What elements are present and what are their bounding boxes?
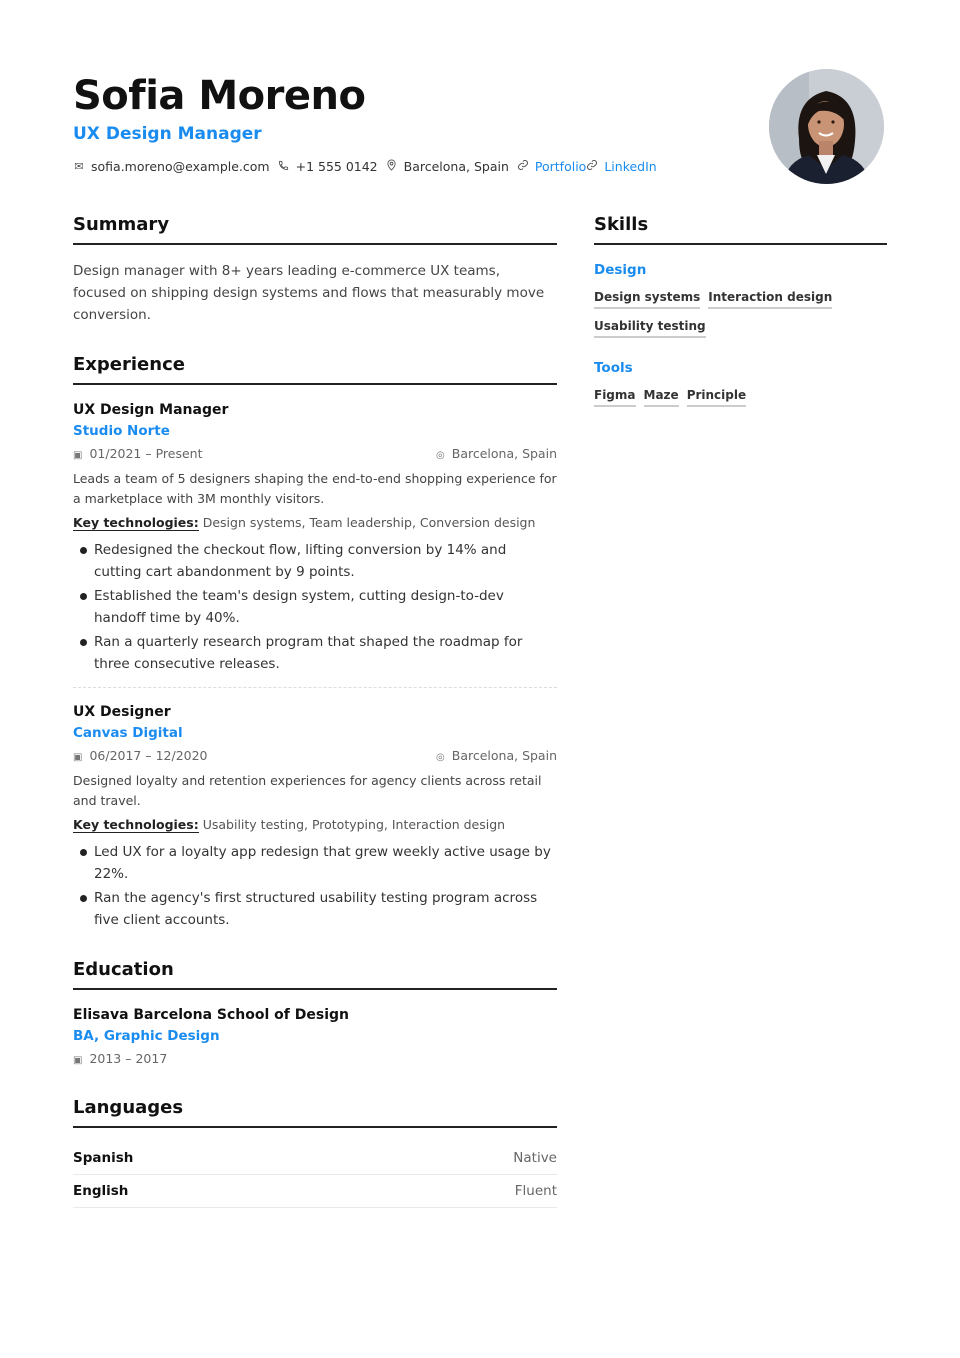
key-technologies-text: Usability testing, Prototyping, Interaction design [202,817,506,832]
job-location-text: Barcelona, Spain [451,446,557,461]
contact-phone[interactable] [278,159,378,174]
portfolio-link[interactable]: Portfolio [534,159,587,174]
languages-list [73,1142,557,1208]
language-row [73,1175,557,1208]
key-technologies [73,513,557,533]
job-description: Leads a team of 5 designers shaping the end-to-end shopping experience for a marketplace with 3M monthly visitors. [73,471,557,506]
link-icon [586,159,598,174]
profile-photo [769,69,884,184]
summary-heading: Summary [73,212,557,245]
job-entry [73,400,557,688]
bullet-icon [80,547,87,554]
job-dates-text: 01/2021 – Present [89,446,203,461]
skill-chip: Principle [687,386,746,407]
job-meta [73,444,557,466]
skill-category: Tools [594,360,633,376]
list-item [73,841,557,885]
bullet-text: Ran a quarterly research program that shaped the roadmap for three consecutive releases. [94,634,523,672]
location-pin-icon: ◎ [436,752,445,763]
summary-text: Design manager with 8+ years leading e-commerce UX teams, focused on shipping design systems and flows that measurably move conversion. [73,263,545,323]
job-location [436,746,557,768]
language-level: Native [513,1150,557,1166]
languages-heading: Languages [73,1095,557,1128]
email-text: sofia.moreno@example.com [91,159,270,174]
candidate-role: UX Design Manager [73,124,262,144]
location-pin-icon [386,159,398,174]
job-entry [73,702,557,931]
calendar-icon: ▣ [73,752,83,763]
education-dates-text: 2013 – 2017 [89,1051,168,1066]
contact-linkedin[interactable] [586,159,656,174]
education-school: Elisava Barcelona School of Design [73,1007,349,1023]
link-icon [517,159,529,174]
key-technologies-label: Key technologies: [73,515,199,530]
job-dates [73,444,202,466]
language-name: English [73,1183,129,1199]
contact-location [386,159,509,174]
skill-chip: Usability testing [594,317,706,338]
skill-chips [594,288,887,346]
location-text: Barcelona, Spain [403,159,509,174]
job-description: Designed loyalty and retention experiences for agency clients across retail and travel. [73,773,542,808]
job-meta [73,746,557,768]
job-company: Studio Norte [73,423,170,439]
job-title: UX Design Manager [73,402,229,418]
education-meta [73,1049,557,1071]
contact-email[interactable] [73,159,270,174]
job-location [436,444,557,466]
key-technologies [73,815,557,835]
job-location-text: Barcelona, Spain [451,748,557,763]
bullet-icon [80,593,87,600]
location-pin-icon: ◎ [436,450,445,461]
bullet-icon [80,639,87,646]
sidebar-column [594,212,887,415]
education-degree: BA, Graphic Design [73,1028,220,1044]
list-item [73,631,557,675]
key-technologies-label: Key technologies: [73,817,199,832]
contact-bar [73,159,753,174]
education-section [73,957,557,1071]
list-item [73,539,557,583]
language-name: Spanish [73,1150,134,1166]
job-company: Canvas Digital [73,725,183,741]
envelope-icon: ✉ [74,160,84,173]
job-dates [73,746,208,768]
linkedin-link[interactable]: LinkedIn [604,159,657,174]
resume-header [73,72,753,174]
experience-heading: Experience [73,352,557,385]
calendar-icon: ▣ [73,450,83,461]
skills-section [594,212,887,415]
skill-chip: Interaction design [708,288,832,309]
education-heading: Education [73,957,557,990]
phone-text: +1 555 0142 [295,159,378,174]
language-row [73,1142,557,1175]
contact-portfolio[interactable] [517,159,586,174]
bullet-text: Ran the agency's first structured usability testing program across five client accounts. [94,890,538,928]
phone-icon [278,160,290,174]
skill-chip: Figma [594,386,636,407]
list-item [73,887,557,931]
summary-section [73,212,557,326]
bullet-icon [80,895,87,902]
education-dates [73,1049,167,1071]
skill-chip: Design systems [594,288,700,309]
skill-category: Design [594,262,647,278]
job-divider [73,687,557,688]
experience-section [73,352,557,931]
bullet-text: Redesigned the checkout flow, lifting conversion by 14% and cutting cart abandonment by 9 points. [94,542,507,580]
list-item [73,585,557,629]
calendar-icon: ▣ [73,1055,83,1066]
job-dates-text: 06/2017 – 12/2020 [89,748,208,763]
skill-chips [594,386,887,415]
main-column [73,212,557,1208]
skill-chip: Maze [644,386,679,407]
skills-heading: Skills [594,212,887,245]
job-title: UX Designer [73,704,171,720]
languages-section [73,1095,557,1208]
skill-group [594,358,887,415]
language-level: Fluent [514,1183,557,1199]
skill-group [594,260,887,346]
achievement-list [73,539,557,675]
bullet-text: Led UX for a loyalty app redesign that grew weekly active usage by 22%. [94,844,551,882]
key-technologies-text: Design systems, Team leadership, Conversion design [202,515,536,530]
bullet-icon [80,849,87,856]
candidate-name: Sofia Moreno [73,73,366,119]
achievement-list [73,841,557,931]
bullet-text: Established the team's design system, cutting design-to-dev handoff time by 40%. [94,588,504,626]
